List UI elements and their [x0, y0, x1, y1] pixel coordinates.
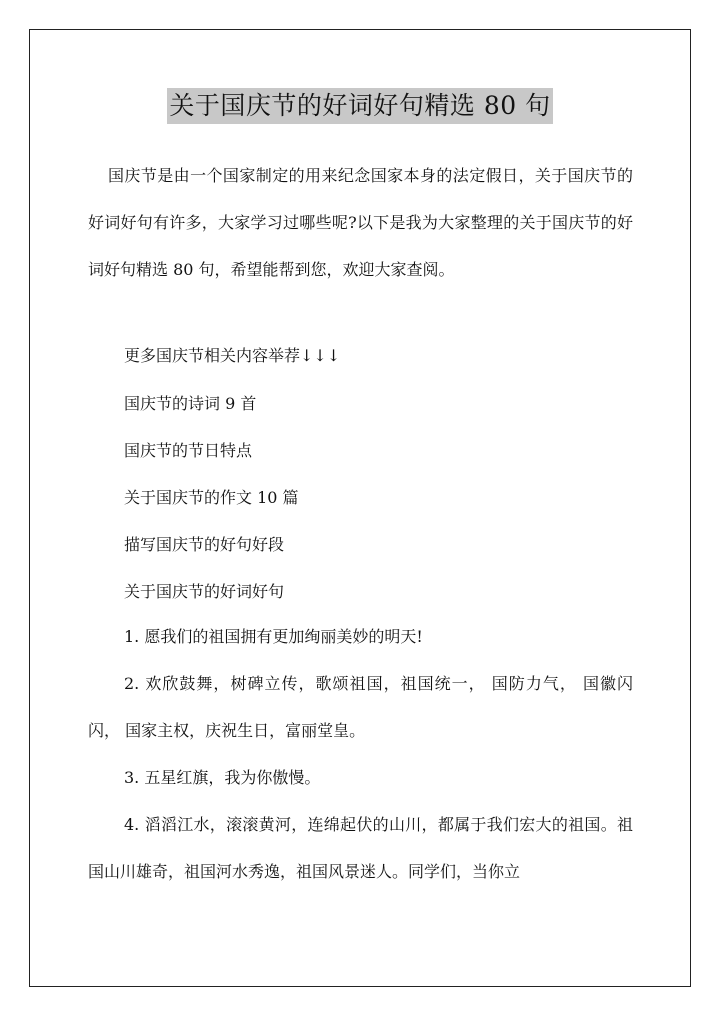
- related-link-essays[interactable]: 关于国庆节的作文 10 篇: [124, 488, 299, 507]
- list-item-4: 4. 滔滔江水，滚滚黄河，连绵起伏的山川，都属于我们宏大的祖国。祖国山川雄奇，祖国河水秀逸，祖国风景迷人。同学们，当你立: [88, 815, 633, 881]
- recommend-header: 更多国庆节相关内容举荐↓↓↓: [124, 346, 341, 365]
- related-link-features[interactable]: 国庆节的节日特点: [124, 441, 253, 460]
- related-link-words[interactable]: 关于国庆节的好词好句: [124, 582, 285, 601]
- list-item-2: 2. 欢欣鼓舞，树碑立传，歌颂祖国，祖国统一， 国防力气， 国徽闪闪， 国家主权，庆祝生日，富丽堂皇。: [88, 674, 633, 740]
- related-link-passages[interactable]: 描写国庆节的好句好段: [124, 535, 285, 554]
- document-title: 关于国庆节的好词好句精选 80 句: [167, 88, 552, 124]
- title-container: [0, 88, 720, 124]
- list-item-3: 3. 五星红旗，我为你傲慢。: [124, 768, 321, 787]
- intro-paragraph: 国庆节是由一个国家制定的用来纪念国家本身的法定假日，关于国庆节的好词好句有许多，大家学习过哪些呢?以下是我为大家整理的关于国庆节的好词好句精选 80 句，希望能帮到您，欢迎大家查阅。: [88, 166, 633, 279]
- related-link-poems[interactable]: 国庆节的诗词 9 首: [124, 394, 257, 413]
- list-item-1: 1. 愿我们的祖国拥有更加绚丽美妙的明天!: [124, 627, 423, 646]
